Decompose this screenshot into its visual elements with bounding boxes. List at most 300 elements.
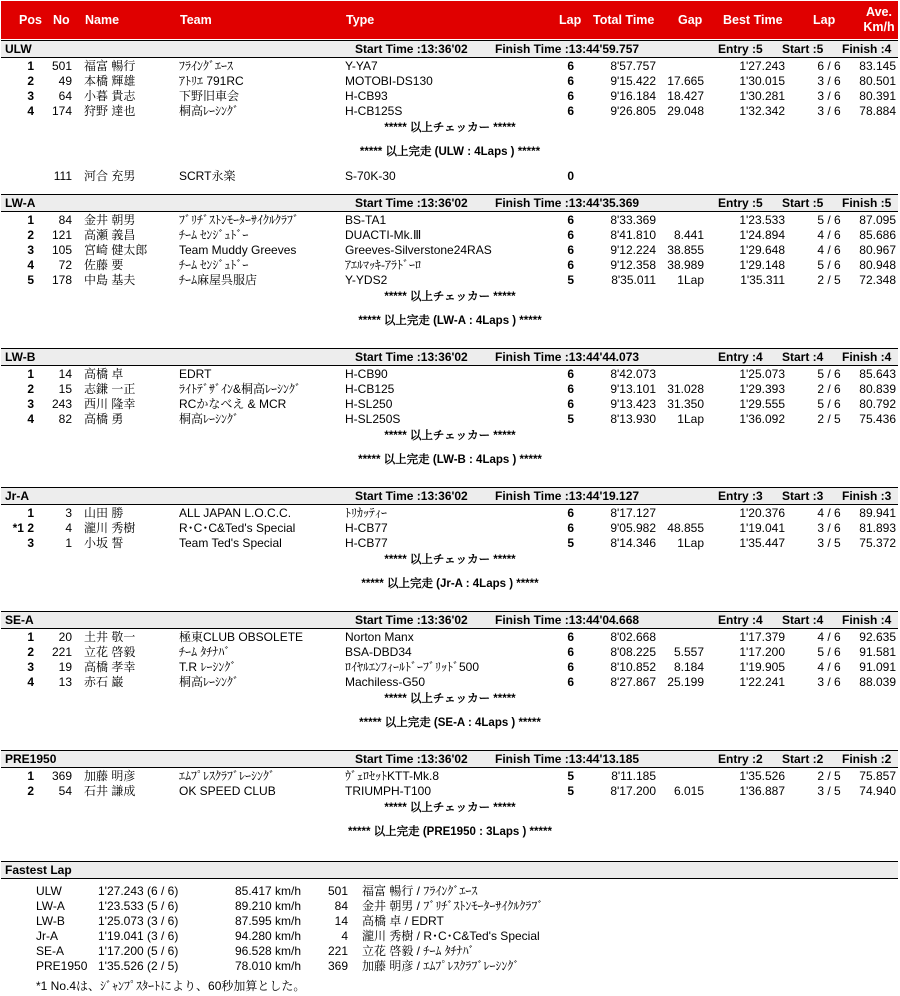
cell-lap: 5 xyxy=(567,784,574,798)
cell-pos: 3 xyxy=(27,243,34,257)
cell-name: 小暮 貴志 xyxy=(84,89,136,103)
cell-best-time: 1'30.281 xyxy=(739,89,785,103)
cell-best-time: 1'27.243 xyxy=(739,59,785,73)
cell-best-lap: 4 / 6 xyxy=(817,660,841,674)
fastest-no: 369 xyxy=(327,959,348,973)
cell-pos: 1 xyxy=(27,59,34,73)
cell-gap: 1Lap xyxy=(677,412,704,426)
cell-team: Team Ted's Special xyxy=(179,536,282,550)
cell-name: 高橋 孝幸 xyxy=(84,660,136,674)
result-row xyxy=(0,367,900,382)
finish-count: Finish :4 xyxy=(842,350,892,364)
cell-lap: 5 xyxy=(567,536,574,550)
cell-type: H-SL250S xyxy=(345,412,401,426)
start-time: Start Time :13:36'02 xyxy=(355,350,468,364)
result-row xyxy=(0,660,900,675)
result-row xyxy=(0,89,900,104)
cell-team: OK SPEED CLUB xyxy=(179,784,276,798)
header-best-lap: Lap xyxy=(813,13,836,27)
cell-pos: 1 xyxy=(27,506,34,520)
cell-ave: 75.372 xyxy=(859,536,896,550)
cell-lap: 6 xyxy=(567,59,574,73)
cell-total-time: 8'42.073 xyxy=(610,367,656,381)
cell-type: H-CB90 xyxy=(345,367,388,381)
cell-name: 金井 朝男 xyxy=(84,213,136,227)
cell-type: Y-YA7 xyxy=(345,59,378,73)
cell-type: BS-TA1 xyxy=(345,213,387,227)
cell-type: H-SL250 xyxy=(345,397,393,411)
cell-total-time: 8'57.757 xyxy=(610,59,656,73)
fastest-lap-title-bar xyxy=(1,861,898,879)
cell-name: 赤石 巌 xyxy=(84,675,124,689)
class-header-bar xyxy=(1,40,898,58)
result-row xyxy=(0,59,900,74)
cell-best-time: 1'36.887 xyxy=(739,784,785,798)
result-row xyxy=(0,536,900,551)
cell-total-time: 8'08.225 xyxy=(610,645,656,659)
fastest-lap-row xyxy=(0,959,900,974)
result-row xyxy=(0,412,900,427)
cell-ave: 74.940 xyxy=(859,784,896,798)
results-header xyxy=(1,1,898,39)
cell-best-time: 1'22.241 xyxy=(739,675,785,689)
cell-team: Team Muddy Greeves xyxy=(179,243,297,257)
cell-gap: 18.427 xyxy=(667,89,704,103)
cell-best-lap: 4 / 6 xyxy=(817,630,841,644)
cell-ave: 81.893 xyxy=(859,521,896,535)
cell-ave: 80.967 xyxy=(859,243,896,257)
cell-ave: 80.391 xyxy=(859,89,896,103)
cell-type: ﾛｲﾔﾙｴﾝﾌｨｰﾙﾄﾞｰﾌﾞﾘｯﾄﾞ500 xyxy=(345,660,480,674)
cell-best-time: 1'20.376 xyxy=(739,506,785,520)
cell-type: H-CB77 xyxy=(345,536,388,550)
cell-pos: 1 xyxy=(27,769,34,783)
start-count: Start :5 xyxy=(782,196,824,210)
fastest-rider-team: 高橋 卓 / EDRT xyxy=(362,914,444,928)
cell-type: Machiless-G50 xyxy=(345,675,426,689)
cell-team: 極東CLUB OBSOLETE xyxy=(179,630,304,644)
cell-type: H-CB125 xyxy=(345,382,395,396)
entry-count: Entry :4 xyxy=(718,613,763,627)
cell-team: ALL JAPAN L.O.C.C. xyxy=(179,506,292,520)
cell-lap: 6 xyxy=(567,397,574,411)
cell-team: T.R ﾚｰｼﾝｸﾞ xyxy=(179,660,237,674)
cell-pos: 4 xyxy=(27,104,34,118)
entry-count: Entry :5 xyxy=(718,42,763,56)
start-time: Start Time :13:36'02 xyxy=(355,196,468,210)
class-name: ULW xyxy=(5,42,32,56)
cell-total-time: 9'13.101 xyxy=(610,382,656,396)
cell-lap: 0 xyxy=(567,169,574,183)
cell-lap: 6 xyxy=(567,675,574,689)
cell-best-lap: 4 / 6 xyxy=(817,243,841,257)
header-lap: Lap xyxy=(559,13,582,27)
cell-name: 小坂 誓 xyxy=(84,536,124,550)
fastest-lap-row xyxy=(0,944,900,959)
cell-best-lap: 3 / 6 xyxy=(817,74,841,88)
cell-team: 桐高ﾚｰｼﾝｸﾞ xyxy=(179,675,240,689)
cell-best-time: 1'23.533 xyxy=(739,213,785,227)
cell-best-lap: 5 / 6 xyxy=(817,213,841,227)
result-row xyxy=(0,521,900,536)
cell-team: ﾁｰﾑ麻屋呉服店 xyxy=(179,273,258,287)
cell-total-time: 9'15.422 xyxy=(610,74,656,88)
cell-pos: 2 xyxy=(27,74,34,88)
cell-ave: 85.643 xyxy=(859,367,896,381)
cell-gap: 5.557 xyxy=(673,645,704,659)
fastest-class: LW-B xyxy=(36,914,65,928)
cell-pos: 3 xyxy=(27,660,34,674)
cell-type: H-CB93 xyxy=(345,89,388,103)
cell-name: 高橋 勇 xyxy=(84,412,124,426)
result-row xyxy=(0,243,900,258)
cell-no: 1 xyxy=(65,536,72,550)
cell-best-lap: 3 / 5 xyxy=(817,784,841,798)
cell-no: 174 xyxy=(51,104,72,118)
cell-total-time: 8'14.346 xyxy=(610,536,656,550)
cell-name: 瀧川 秀樹 xyxy=(84,521,136,535)
cell-pos: 1 xyxy=(27,213,34,227)
start-time: Start Time :13:36'02 xyxy=(355,42,468,56)
cell-pos: 2 xyxy=(27,645,34,659)
cell-ave: 75.857 xyxy=(859,769,896,783)
cell-gap: 1Lap xyxy=(677,536,704,550)
cell-name: 福富 暢行 xyxy=(84,59,136,73)
fastest-speed: 89.210 km/h xyxy=(235,899,302,913)
cell-best-lap: 5 / 6 xyxy=(817,645,841,659)
fastest-rider-team: 瀧川 秀樹 / R･C･C&Ted's Special xyxy=(362,929,540,943)
cell-total-time: 8'41.810 xyxy=(610,228,656,242)
finish-time: Finish Time :13:44'04.668 xyxy=(495,613,640,627)
fastest-time: 1'35.526 (2 / 5) xyxy=(98,959,179,973)
finish-time: Finish Time :13:44'13.185 xyxy=(495,752,640,766)
cell-type: ｱｴﾙﾏｯｷ-ｱﾗﾄﾞｰﾛ xyxy=(345,258,421,272)
cell-name: 中島 基夫 xyxy=(84,273,136,287)
cell-best-time: 1'35.447 xyxy=(739,536,785,550)
cell-team: ﾁｰﾑ ﾀﾁﾅﾊﾞ xyxy=(179,645,231,659)
cell-no: 14 xyxy=(58,367,72,381)
complete-message: ***** 以上完走 (LW-B : 4Laps ) ***** xyxy=(358,454,542,466)
cell-no: 72 xyxy=(58,258,72,272)
result-row xyxy=(0,645,900,660)
entry-count: Entry :3 xyxy=(718,489,763,503)
cell-best-time: 1'29.148 xyxy=(739,258,785,272)
cell-name: 土井 敬一 xyxy=(84,630,136,644)
cell-total-time: 8'02.668 xyxy=(610,630,656,644)
checker-message: ***** 以上チェッカー ***** xyxy=(384,291,516,303)
cell-pos: 3 xyxy=(27,397,34,411)
cell-name: 西川 隆幸 xyxy=(84,397,136,411)
cell-type: H-CB125S xyxy=(345,104,403,118)
start-count: Start :4 xyxy=(782,350,824,364)
cell-pos: 5 xyxy=(27,273,34,287)
cell-best-time: 1'35.311 xyxy=(740,273,785,287)
fastest-no: 4 xyxy=(341,929,348,943)
cell-type: Greeves-Silverstone24RAS xyxy=(345,243,492,257)
cell-name: 宮崎 健太郎 xyxy=(84,243,148,257)
cell-pos: 4 xyxy=(27,412,34,426)
cell-no: 121 xyxy=(51,228,72,242)
cell-name: 高橋 卓 xyxy=(84,367,124,381)
cell-lap: 5 xyxy=(567,412,574,426)
cell-lap: 6 xyxy=(567,243,574,257)
cell-ave: 80.501 xyxy=(859,74,896,88)
cell-gap: 6.015 xyxy=(673,784,704,798)
cell-total-time: 8'27.867 xyxy=(610,675,656,689)
cell-type: Y-YDS2 xyxy=(345,273,388,287)
cell-best-lap: 4 / 6 xyxy=(817,228,841,242)
cell-pos: 2 xyxy=(27,784,34,798)
cell-best-time: 1'17.379 xyxy=(739,630,785,644)
cell-gap: 31.028 xyxy=(667,382,704,396)
cell-lap: 5 xyxy=(567,273,574,287)
result-row xyxy=(0,397,900,412)
header-ave xyxy=(859,5,899,35)
cell-type: ﾄﾘｶｯﾃｨｰ xyxy=(345,506,388,520)
cell-pos: *1 2 xyxy=(12,521,34,535)
checker-message: ***** 以上チェッカー ***** xyxy=(384,122,516,134)
cell-ave: 72.348 xyxy=(859,273,896,287)
cell-gap: 25.199 xyxy=(667,675,704,689)
class-header-bar xyxy=(1,611,898,629)
cell-name: 立花 啓毅 xyxy=(84,645,136,659)
fastest-class: SE-A xyxy=(36,944,65,958)
cell-lap: 6 xyxy=(567,213,574,227)
header-ave-unit: Km/h xyxy=(863,20,895,34)
header-total-time: Total Time xyxy=(593,13,655,27)
cell-team: 桐高ﾚｰｼﾝｸﾞ xyxy=(179,104,240,118)
fastest-time: 1'27.243 (6 / 6) xyxy=(98,884,179,898)
cell-no: 19 xyxy=(58,660,72,674)
class-header-bar xyxy=(1,487,898,505)
cell-total-time: 9'26.805 xyxy=(610,104,656,118)
cell-best-time: 1'35.526 xyxy=(739,769,785,783)
fastest-lap-row xyxy=(0,914,900,929)
cell-gap: 8.441 xyxy=(673,228,704,242)
result-row xyxy=(0,382,900,397)
cell-lap: 6 xyxy=(567,506,574,520)
cell-no: 221 xyxy=(51,645,72,659)
fastest-speed: 78.010 km/h xyxy=(235,959,302,973)
result-row xyxy=(0,630,900,645)
fastest-time: 1'23.533 (5 / 6) xyxy=(98,899,179,913)
cell-team: R･C･C&Ted's Special xyxy=(179,521,296,535)
cell-total-time: 9'16.184 xyxy=(610,89,656,103)
fastest-rider-team: 立花 啓毅 / ﾁｰﾑ ﾀﾁﾅﾊﾞ xyxy=(362,944,475,958)
finish-count: Finish :3 xyxy=(842,489,892,503)
cell-total-time: 9'13.423 xyxy=(610,397,656,411)
cell-best-time: 1'29.555 xyxy=(739,397,785,411)
fastest-class: Jr-A xyxy=(36,929,58,943)
cell-best-lap: 2 / 6 xyxy=(817,382,841,396)
finish-time: Finish Time :13:44'35.369 xyxy=(495,196,640,210)
header-pos: Pos xyxy=(19,13,42,27)
cell-team: ﾗｲﾄﾃﾞｻﾞｲﾝ&桐高ﾚｰｼﾝｸﾞ xyxy=(179,382,302,396)
fastest-lap-title: Fastest Lap xyxy=(5,863,72,877)
cell-ave: 83.145 xyxy=(859,59,896,73)
result-row xyxy=(0,228,900,243)
result-row xyxy=(0,675,900,690)
cell-lap: 6 xyxy=(567,521,574,535)
cell-pos: 2 xyxy=(27,228,34,242)
complete-message: ***** 以上完走 (LW-A : 4Laps ) ***** xyxy=(358,315,542,327)
cell-gap: 17.665 xyxy=(667,74,704,88)
fastest-speed: 85.417 km/h xyxy=(235,884,302,898)
cell-total-time: 9'05.982 xyxy=(610,521,656,535)
cell-ave: 92.635 xyxy=(859,630,896,644)
class-name: LW-A xyxy=(5,196,36,210)
cell-type: Norton Manx xyxy=(345,630,414,644)
result-row xyxy=(0,213,900,228)
cell-type: MOTOBI-DS130 xyxy=(345,74,433,88)
cell-total-time: 8'17.200 xyxy=(610,784,656,798)
cell-best-lap: 3 / 6 xyxy=(817,89,841,103)
cell-name: 佐藤 要 xyxy=(84,258,124,272)
cell-best-lap: 3 / 5 xyxy=(817,536,841,550)
cell-name: 石井 謙成 xyxy=(84,784,136,798)
cell-team: ｱﾄﾘｴ 791RC xyxy=(179,74,244,88)
fastest-no: 501 xyxy=(327,884,348,898)
fastest-lap-row xyxy=(0,929,900,944)
cell-no: 369 xyxy=(51,769,72,783)
cell-best-lap: 4 / 6 xyxy=(817,506,841,520)
cell-best-lap: 3 / 6 xyxy=(817,675,841,689)
cell-no: 64 xyxy=(58,89,72,103)
class-name: LW-B xyxy=(5,350,36,364)
cell-no: 15 xyxy=(58,382,72,396)
cell-team: ﾁｰﾑ ｾﾝｼﾞｭﾄﾞｰ xyxy=(179,228,249,242)
start-count: Start :4 xyxy=(782,613,824,627)
fastest-time: 1'25.073 (3 / 6) xyxy=(98,914,179,928)
class-header-bar xyxy=(1,750,898,768)
cell-best-lap: 3 / 6 xyxy=(817,104,841,118)
cell-type: TRIUMPH-T100 xyxy=(345,784,432,798)
cell-best-time: 1'32.342 xyxy=(739,104,785,118)
cell-gap: 1Lap xyxy=(677,273,704,287)
start-count: Start :2 xyxy=(782,752,824,766)
complete-message: ***** 以上完走 (Jr-A : 4Laps ) ***** xyxy=(361,578,539,590)
entry-count: Entry :2 xyxy=(718,752,763,766)
header-best-time: Best Time xyxy=(723,13,783,27)
cell-lap: 6 xyxy=(567,660,574,674)
entry-count: Entry :4 xyxy=(718,350,763,364)
cell-name: 高瀬 義昌 xyxy=(84,228,136,242)
fastest-rider-team: 福富 暢行 / ﾌﾗｲﾝｸﾞｴｰｽ xyxy=(362,884,478,898)
fastest-speed: 94.280 km/h xyxy=(235,929,302,943)
cell-type: BSA-DBD34 xyxy=(345,645,412,659)
cell-lap: 6 xyxy=(567,89,574,103)
result-row xyxy=(0,104,900,119)
cell-name: 本橋 輝雄 xyxy=(84,74,136,88)
finish-count: Finish :4 xyxy=(842,42,892,56)
fastest-class: PRE1950 xyxy=(36,959,88,973)
cell-ave: 85.686 xyxy=(859,228,896,242)
cell-lap: 6 xyxy=(567,382,574,396)
cell-best-time: 1'29.393 xyxy=(739,382,785,396)
header-gap: Gap xyxy=(678,13,703,27)
cell-ave: 88.039 xyxy=(859,675,896,689)
cell-best-time: 1'19.905 xyxy=(739,660,785,674)
fastest-no: 14 xyxy=(334,914,348,928)
checker-message: ***** 以上チェッカー ***** xyxy=(384,430,516,442)
class-name: PRE1950 xyxy=(5,752,57,766)
header-team: Team xyxy=(180,13,212,27)
cell-no: 105 xyxy=(51,243,72,257)
cell-best-time: 1'36.092 xyxy=(739,412,785,426)
cell-lap: 6 xyxy=(567,645,574,659)
fastest-class: ULW xyxy=(36,884,62,898)
cell-best-lap: 6 / 6 xyxy=(817,59,841,73)
complete-message: ***** 以上完走 (ULW : 4Laps ) ***** xyxy=(359,146,541,158)
header-type: Type xyxy=(346,13,375,27)
cell-best-lap: 2 / 5 xyxy=(817,769,841,783)
fastest-speed: 96.528 km/h xyxy=(235,944,302,958)
cell-team: ｴﾑﾌﾟﾚｽｸﾗﾌﾞﾚｰｼﾝｸﾞ xyxy=(179,769,276,783)
cell-best-lap: 2 / 5 xyxy=(817,412,841,426)
fastest-time: 1'19.041 (3 / 6) xyxy=(98,929,179,943)
cell-no: 54 xyxy=(58,784,72,798)
cell-gap: 31.350 xyxy=(667,397,704,411)
cell-team: 桐高ﾚｰｼﾝｸﾞ xyxy=(179,412,240,426)
start-time: Start Time :13:36'02 xyxy=(355,489,468,503)
cell-pos: 4 xyxy=(27,675,34,689)
cell-team: SCRT永楽 xyxy=(179,169,236,183)
class-header-bar xyxy=(1,194,898,212)
cell-ave: 91.581 xyxy=(859,645,896,659)
cell-pos: 2 xyxy=(27,382,34,396)
cell-lap: 6 xyxy=(567,228,574,242)
fastest-rider-team: 金井 朝男 / ﾌﾞﾘﾁﾞｽﾄﾝﾓｰﾀｰｻｲｸﾙｸﾗﾌﾞ xyxy=(362,899,544,913)
cell-name: 狩野 達也 xyxy=(84,104,136,118)
start-count: Start :3 xyxy=(782,489,824,503)
cell-name: 山田 勝 xyxy=(84,506,124,520)
result-row xyxy=(0,769,900,784)
fastest-lap-row xyxy=(0,884,900,899)
cell-total-time: 8'35.011 xyxy=(611,273,656,287)
cell-team: 下野旧車会 xyxy=(179,89,240,103)
cell-no: 243 xyxy=(51,397,72,411)
cell-type: ｳﾞｪﾛｾｯﾄKTT-Mk.8 xyxy=(345,769,440,783)
cell-no: 178 xyxy=(51,273,72,287)
cell-gap: 38.989 xyxy=(667,258,704,272)
fastest-class: LW-A xyxy=(36,899,65,913)
cell-pos: 1 xyxy=(27,630,34,644)
cell-name: 河合 充男 xyxy=(84,169,136,183)
cell-ave: 75.436 xyxy=(859,412,896,426)
cell-team: EDRT xyxy=(179,367,212,381)
cell-best-lap: 5 / 6 xyxy=(817,258,841,272)
cell-lap: 6 xyxy=(567,74,574,88)
cell-team: ﾁｰﾑ ｾﾝｼﾞｭﾄﾞｰ xyxy=(179,258,249,272)
cell-ave: 89.941 xyxy=(859,506,896,520)
cell-gap: 29.048 xyxy=(667,104,704,118)
class-name: SE-A xyxy=(5,613,34,627)
cell-no: 20 xyxy=(58,630,72,644)
cell-total-time: 8'13.930 xyxy=(610,412,656,426)
cell-best-lap: 5 / 6 xyxy=(817,397,841,411)
finish-time: Finish Time :13:44'44.073 xyxy=(495,350,640,364)
finish-time: Finish Time :13:44'59.757 xyxy=(495,42,640,56)
header-name: Name xyxy=(85,13,120,27)
cell-lap: 6 xyxy=(567,258,574,272)
cell-name: 加藤 明彦 xyxy=(84,769,136,783)
cell-lap: 6 xyxy=(567,630,574,644)
cell-lap: 6 xyxy=(567,104,574,118)
cell-total-time: 9'12.224 xyxy=(610,243,656,257)
cell-total-time: 8'10.852 xyxy=(610,660,656,674)
cell-best-lap: 5 / 6 xyxy=(817,367,841,381)
cell-ave: 80.792 xyxy=(859,397,896,411)
